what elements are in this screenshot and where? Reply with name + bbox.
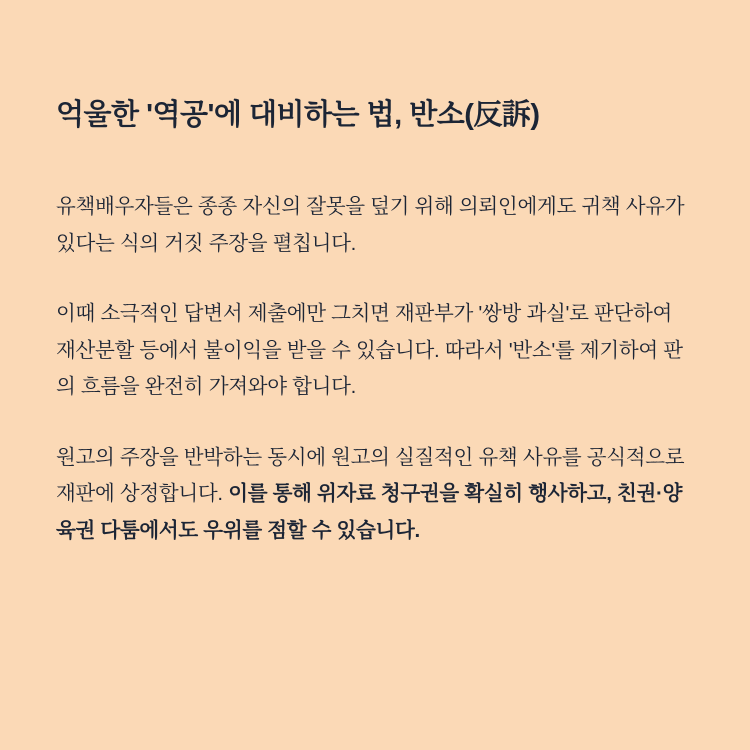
paragraph-3-segment-1: 원고의 주장을 반박하는 동시에 원고의 실질적인 유책 사유를 공식적으로 재판에 상정합니다. [56,445,685,506]
paragraph-1-segment-1: 유책배우자들은 종종 자신의 잘못을 덮기 위해 의뢰인에게도 귀책 사유가 있다는 식의 거짓 주장을 펼칩니다. [56,195,685,255]
card-body [56,189,694,549]
page-title: 억울한 '역공'에 대비하는 법, 반소(反訴) [56,99,540,131]
paragraph-3 [56,440,688,549]
paragraph-1 [56,189,688,262]
paragraph-3-segment-2: 이를 통해 위자료 청구권을 확실히 행사하고, 친권·양육권 다툼에서도 우위를 점할 수 있습니다. [56,482,683,542]
paragraph-2-segment-1: 이때 소극적인 답변서 제출에만 그치면 재판부가 '쌍방 과실'로 판단하여 재산분할 등에서 불이익을 받을 수 있습니다. 따라서 '반소'를 제기하여 판의 흐름을 완전히 가져와야 합니다. [56,302,683,399]
paragraph-2 [56,296,688,405]
